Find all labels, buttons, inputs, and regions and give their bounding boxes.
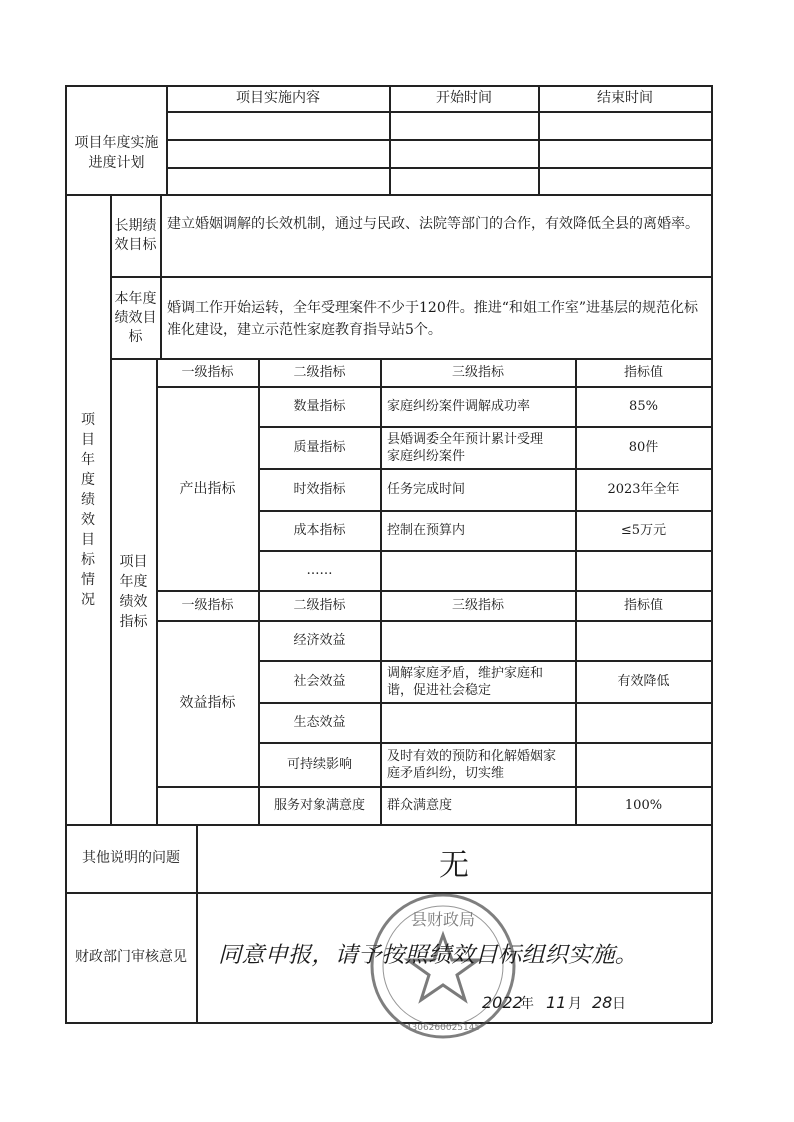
long-term-text: 建立婚姻调解的长效机制，通过与民政、法院等部门的合作，有效降低全县的离婚率。 — [167, 216, 699, 232]
output-value: 2023年全年 — [607, 482, 680, 497]
satisfaction-value: 100% — [624, 798, 663, 813]
header-value: 指标值 — [623, 365, 663, 380]
output-l2: 质量指标 — [293, 440, 346, 455]
header-level2: 二级指标 — [293, 365, 346, 380]
output-l3: 县婚调委全年预计累计受理家庭纠纷案件 — [387, 431, 544, 464]
benefit-l2: 社会效益 — [293, 674, 346, 689]
header-level1: 一级指标 — [181, 365, 234, 380]
benefit-l3: 及时有效的预防和化解婚姻家庭矛盾纠纷，切实维 — [387, 748, 557, 781]
indicators-label: 项目年度绩效指标 — [119, 554, 148, 630]
output-value: 80件 — [628, 440, 659, 455]
date-month-char: 月 — [568, 996, 582, 1012]
plan-header-end: 结束时间 — [597, 90, 653, 106]
stamp-number: 4306260025145 — [405, 1023, 481, 1033]
date-day: 28 — [592, 993, 613, 1012]
header-value: 指标值 — [623, 598, 663, 613]
annual-label: 本年度绩效目标 — [114, 290, 157, 345]
review-label: 财政部门审核意见 — [75, 949, 187, 965]
output-l3: 控制在预算内 — [387, 523, 466, 538]
plan-header-content: 项目实施内容 — [236, 90, 320, 106]
benefit-l2: 可持续影响 — [286, 757, 352, 772]
date-year: 2022 — [482, 993, 523, 1012]
header-level3: 三级指标 — [451, 365, 504, 380]
output-l3: 任务完成时间 — [387, 482, 466, 497]
output-l2: 数量指标 — [293, 399, 346, 414]
plan-label: 项目年度实施进度计划 — [74, 135, 159, 171]
plan-header-start: 开始时间 — [436, 90, 492, 106]
date-day-char: 日 — [612, 996, 626, 1012]
header-level1: 一级指标 — [181, 598, 234, 613]
review-handwritten: 同意申报，请予按照绩效目标组织实施。 — [218, 943, 638, 968]
satisfaction-l2: 服务对象满意度 — [273, 798, 365, 813]
benefit-value: 有效降低 — [617, 674, 670, 689]
benefit-label: 效益指标 — [179, 695, 236, 711]
benefit-l2: 经济效益 — [293, 633, 346, 648]
other-handwritten: 无 — [439, 848, 469, 883]
annual-text: 婚调工作开始运转，全年受理案件不少于120件。推进“和姐工作室”进基层的规范化标准化建设，建立示范性家庭教育指导站5个。 — [167, 300, 699, 338]
other-label: 其他说明的问题 — [82, 850, 180, 866]
output-l2: 时效指标 — [293, 482, 346, 497]
perf-section-label: 项目年度绩效目标情况 — [81, 412, 95, 608]
benefit-l3: 调解家庭矛盾，维护家庭和谐，促进社会稳定 — [387, 665, 544, 698]
stamp-text: 县财政局 — [410, 910, 476, 929]
satisfaction-l3: 群众满意度 — [387, 798, 453, 813]
output-l3: 家庭纠纷案件调解成功率 — [387, 399, 531, 414]
date-year-char: 年 — [520, 996, 534, 1012]
output-value: ≤5万元 — [620, 523, 667, 538]
benefit-l2: 生态效益 — [293, 715, 346, 730]
date-month: 11 — [546, 993, 567, 1012]
output-label: 产出指标 — [179, 480, 236, 497]
header-level3: 三级指标 — [451, 598, 504, 613]
output-l2: 成本指标 — [293, 523, 346, 538]
output-l2: …… — [306, 563, 333, 578]
header-level2: 二级指标 — [293, 598, 346, 613]
long-term-label: 长期绩效目标 — [114, 218, 157, 253]
output-value: 85% — [629, 399, 658, 414]
